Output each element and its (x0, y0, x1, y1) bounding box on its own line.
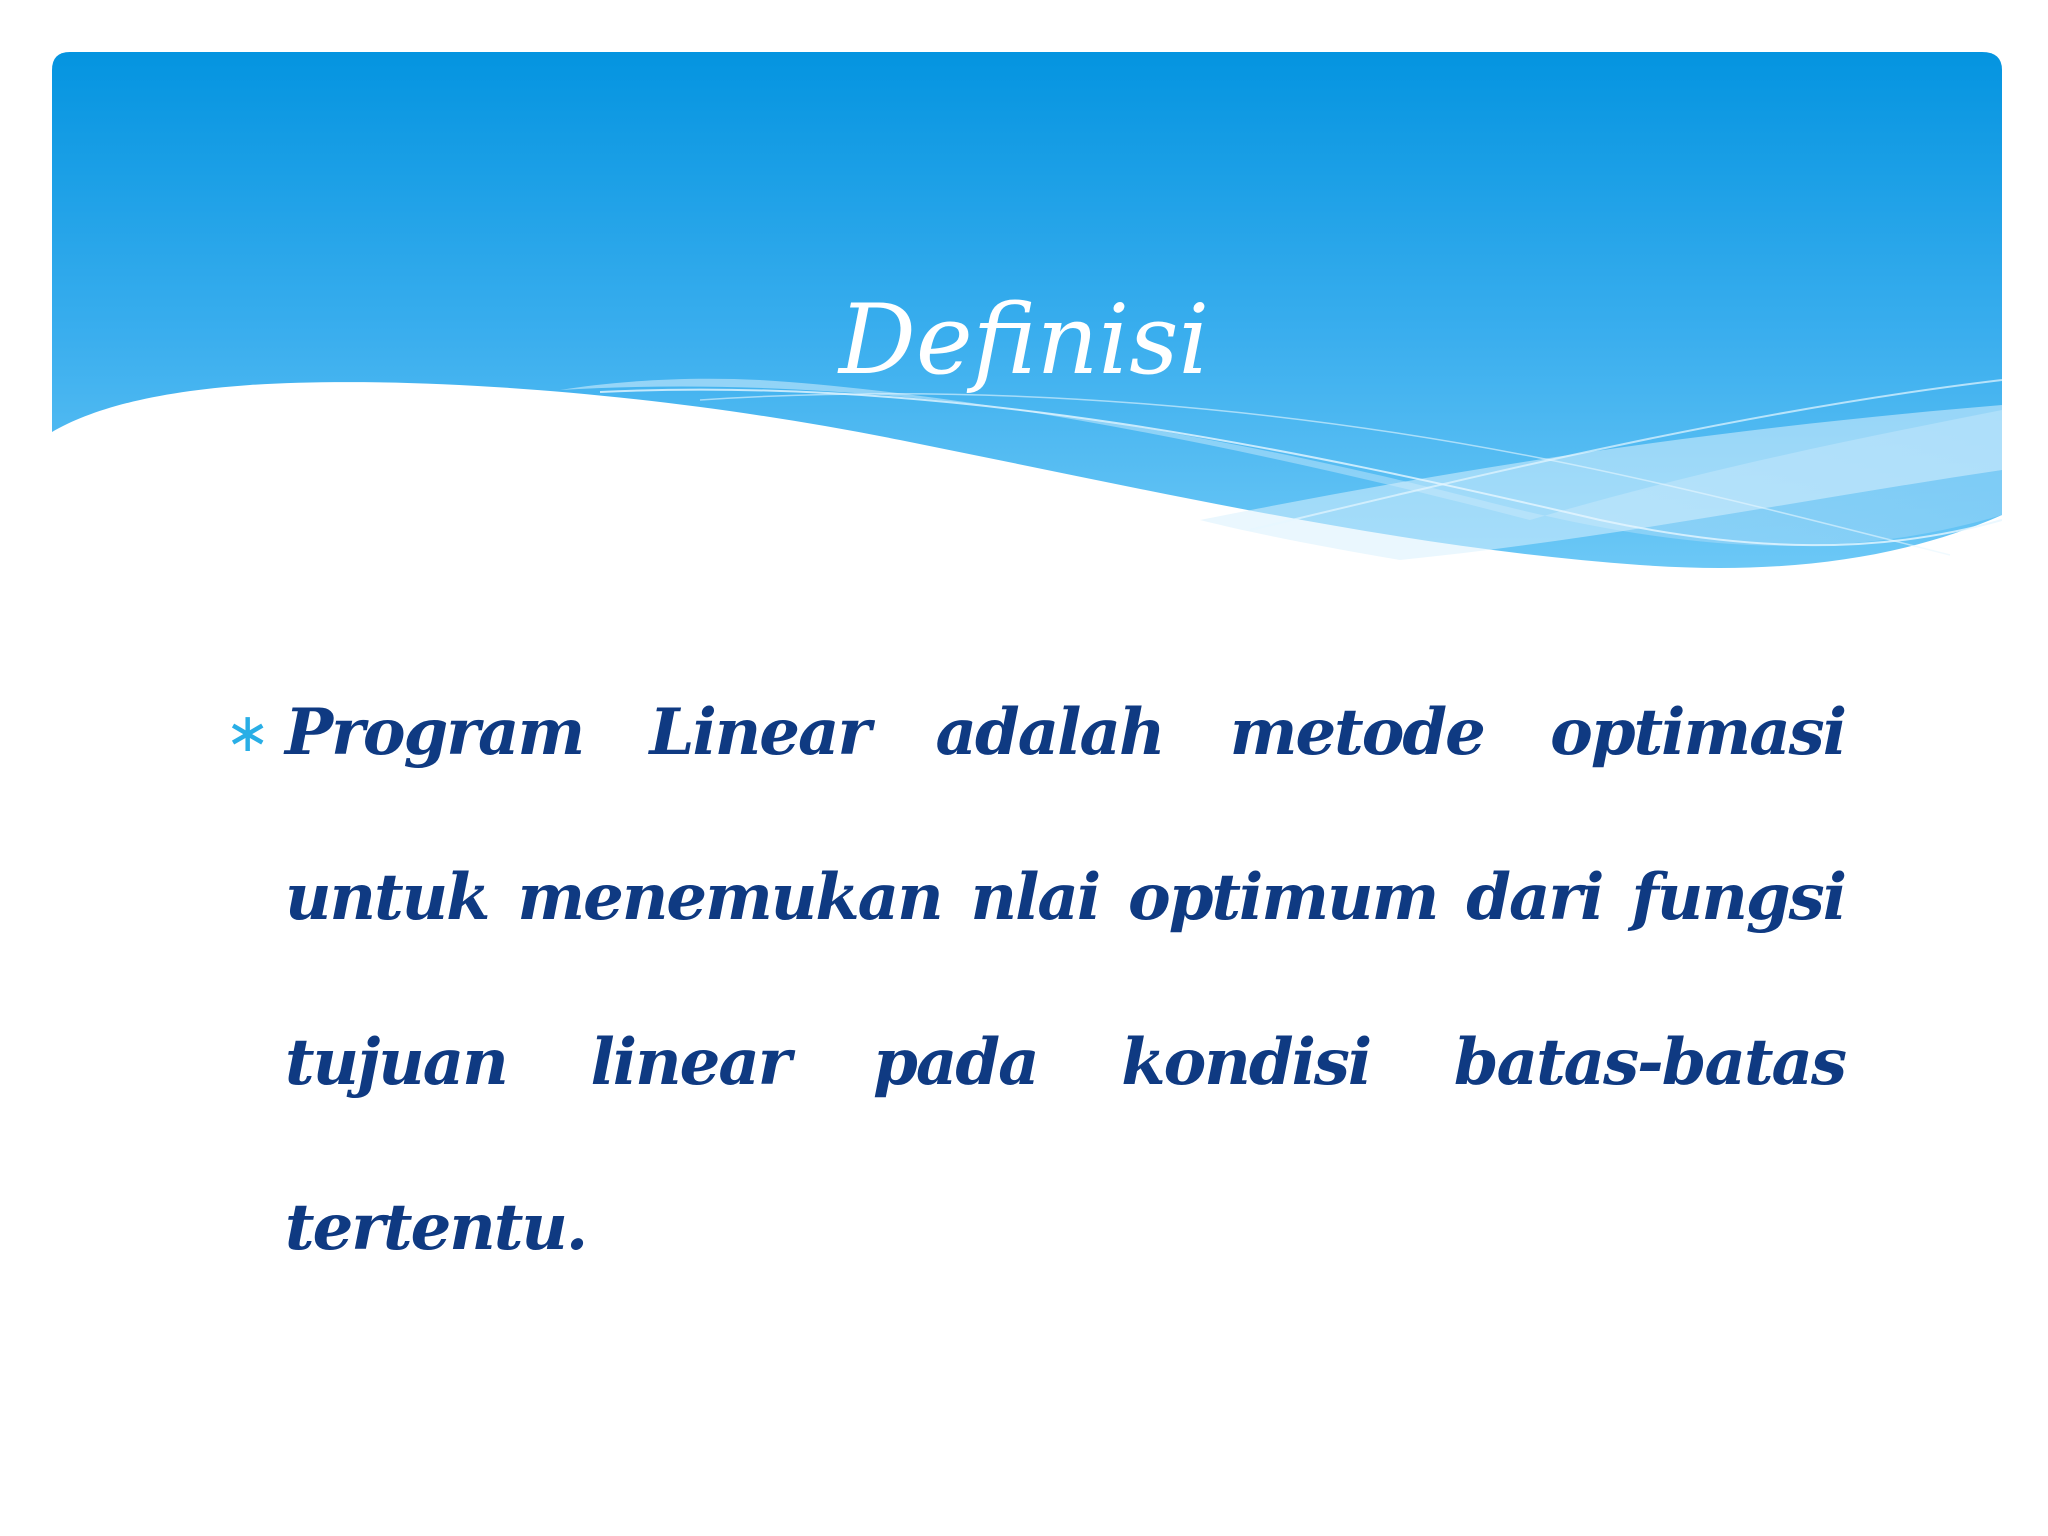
slide-title: Definisi (838, 284, 1210, 396)
slide-content (225, 650, 1845, 1310)
bullet-item (225, 650, 1845, 1310)
bullet-text: Program Linear adalah metode optimasi untuk menemukan nlai optimum dari fungsi tujuan linear pada kondisi batas-batas tertentu. (285, 695, 1845, 1265)
asterisk-icon: ∗ (225, 701, 271, 764)
